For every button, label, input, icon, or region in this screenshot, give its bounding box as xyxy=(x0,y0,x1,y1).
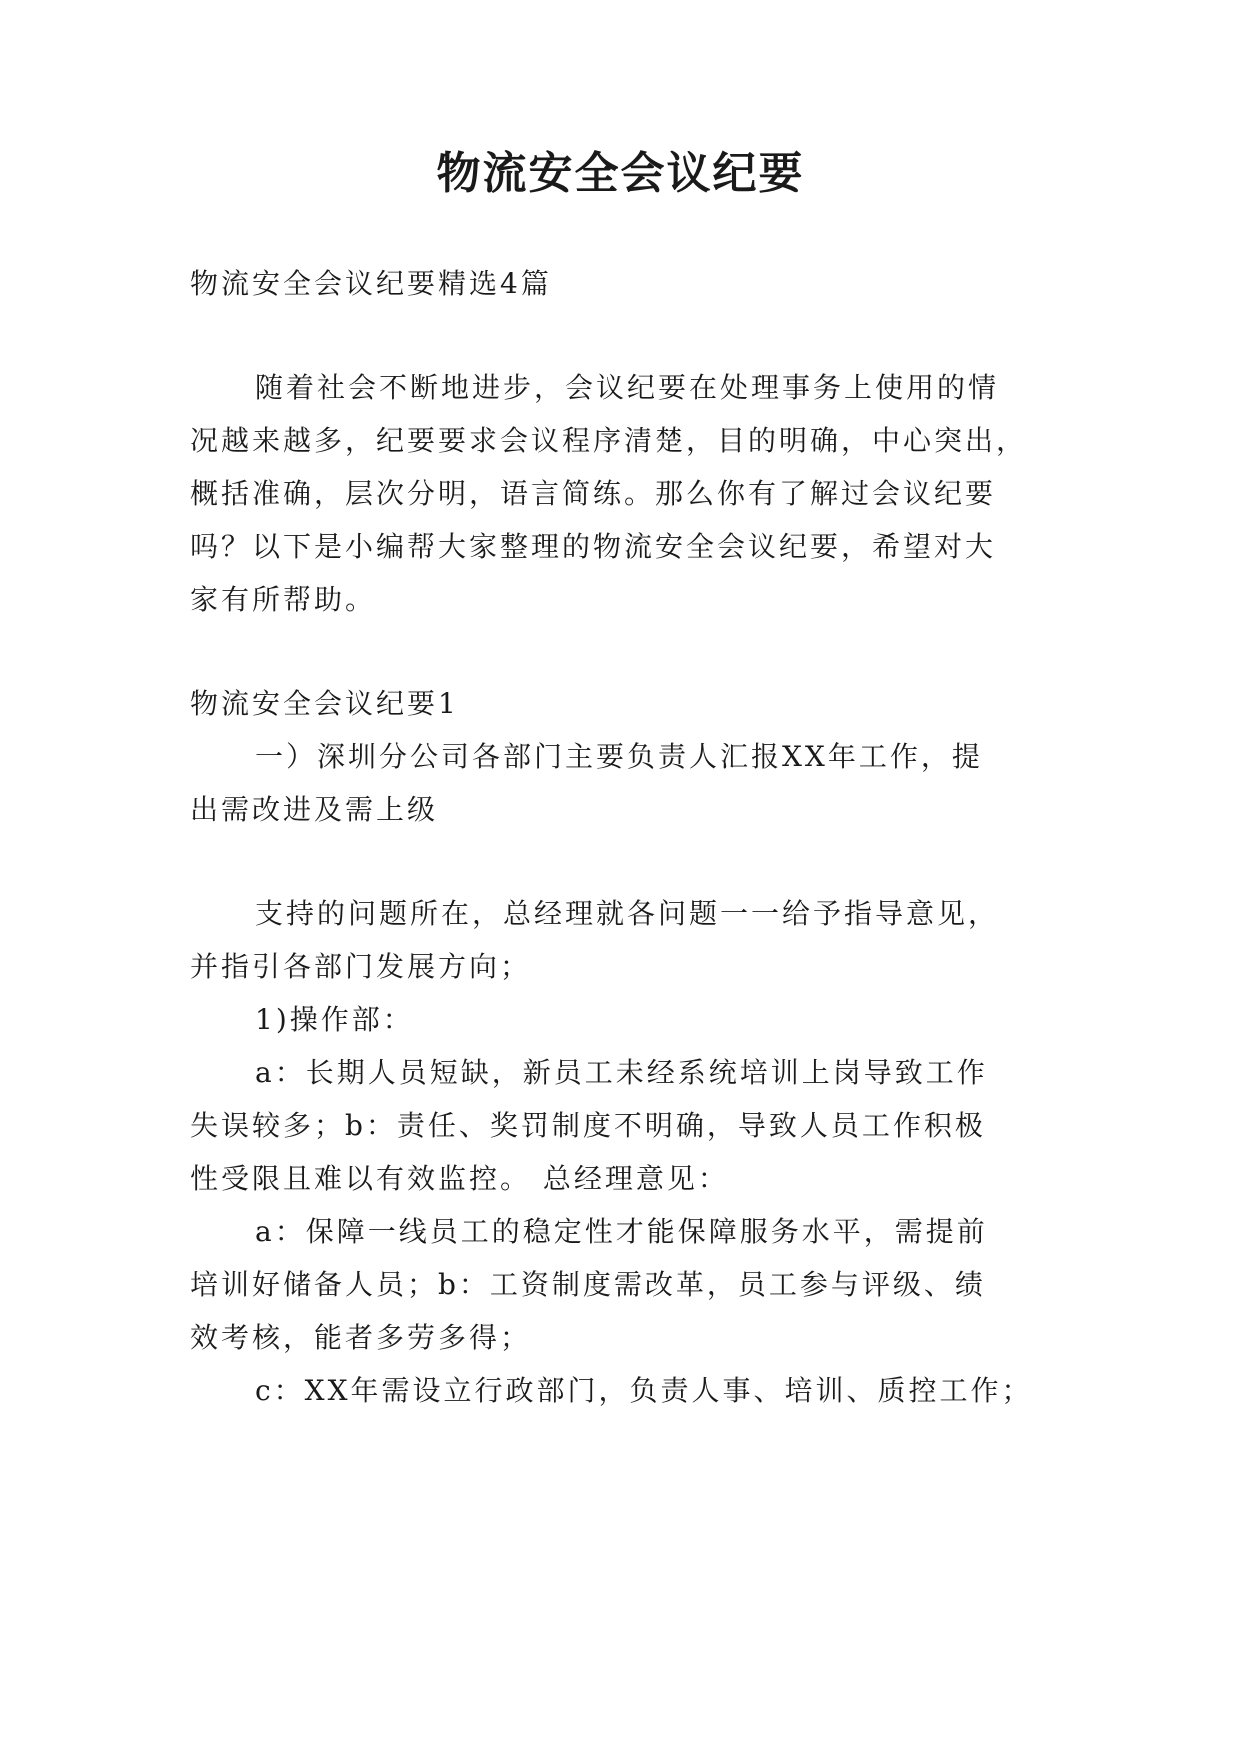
section-line: a：保障一线员工的稳定性才能保障服务水平，需提前 xyxy=(255,1215,988,1248)
intro-line: 家有所帮助。 xyxy=(190,583,377,616)
section-line: a：长期人员短缺，新员工未经系统培训上岗导致工作 xyxy=(255,1056,988,1089)
intro-line: 吗？以下是小编帮大家整理的物流安全会议纪要，希望对大 xyxy=(190,530,997,563)
section-line: 培训好储备人员；b：工资制度需改革，员工参与评级、绩 xyxy=(190,1268,986,1301)
section-line: 一）深圳分公司各部门主要负责人汇报XX年工作，提 xyxy=(255,740,983,773)
section-line: 效考核，能者多劳多得； xyxy=(190,1321,532,1354)
section-line: 性受限且难以有效监控。 总经理意见： xyxy=(190,1162,729,1195)
intro-line: 随着社会不断地进步，会议纪要在处理事务上使用的情 xyxy=(255,371,1000,404)
intro-line: 况越来越多，纪要要求会议程序清楚，目的明确，中心突出， xyxy=(190,424,1028,457)
section-line: 1)操作部： xyxy=(255,1003,414,1036)
intro-line: 概括准确，层次分明，语言简练。那么你有了解过会议纪要 xyxy=(190,477,997,510)
document-subtitle: 物流安全会议纪要精选4篇 xyxy=(190,267,552,300)
section-line: 出需改进及需上级 xyxy=(190,793,439,826)
section-line: c：XX年需设立行政部门，负责人事、培训、质控工作； xyxy=(255,1374,1033,1407)
section-line: 支持的问题所在，总经理就各问题一一给予指导意见， xyxy=(255,897,1000,930)
section-line: 并指引各部门发展方向； xyxy=(190,950,532,983)
section-heading: 物流安全会议纪要1 xyxy=(190,687,459,720)
section-line: 失误较多；b：责任、奖罚制度不明确，导致人员工作积极 xyxy=(190,1109,986,1142)
document-title: 物流安全会议纪要 xyxy=(436,148,805,199)
